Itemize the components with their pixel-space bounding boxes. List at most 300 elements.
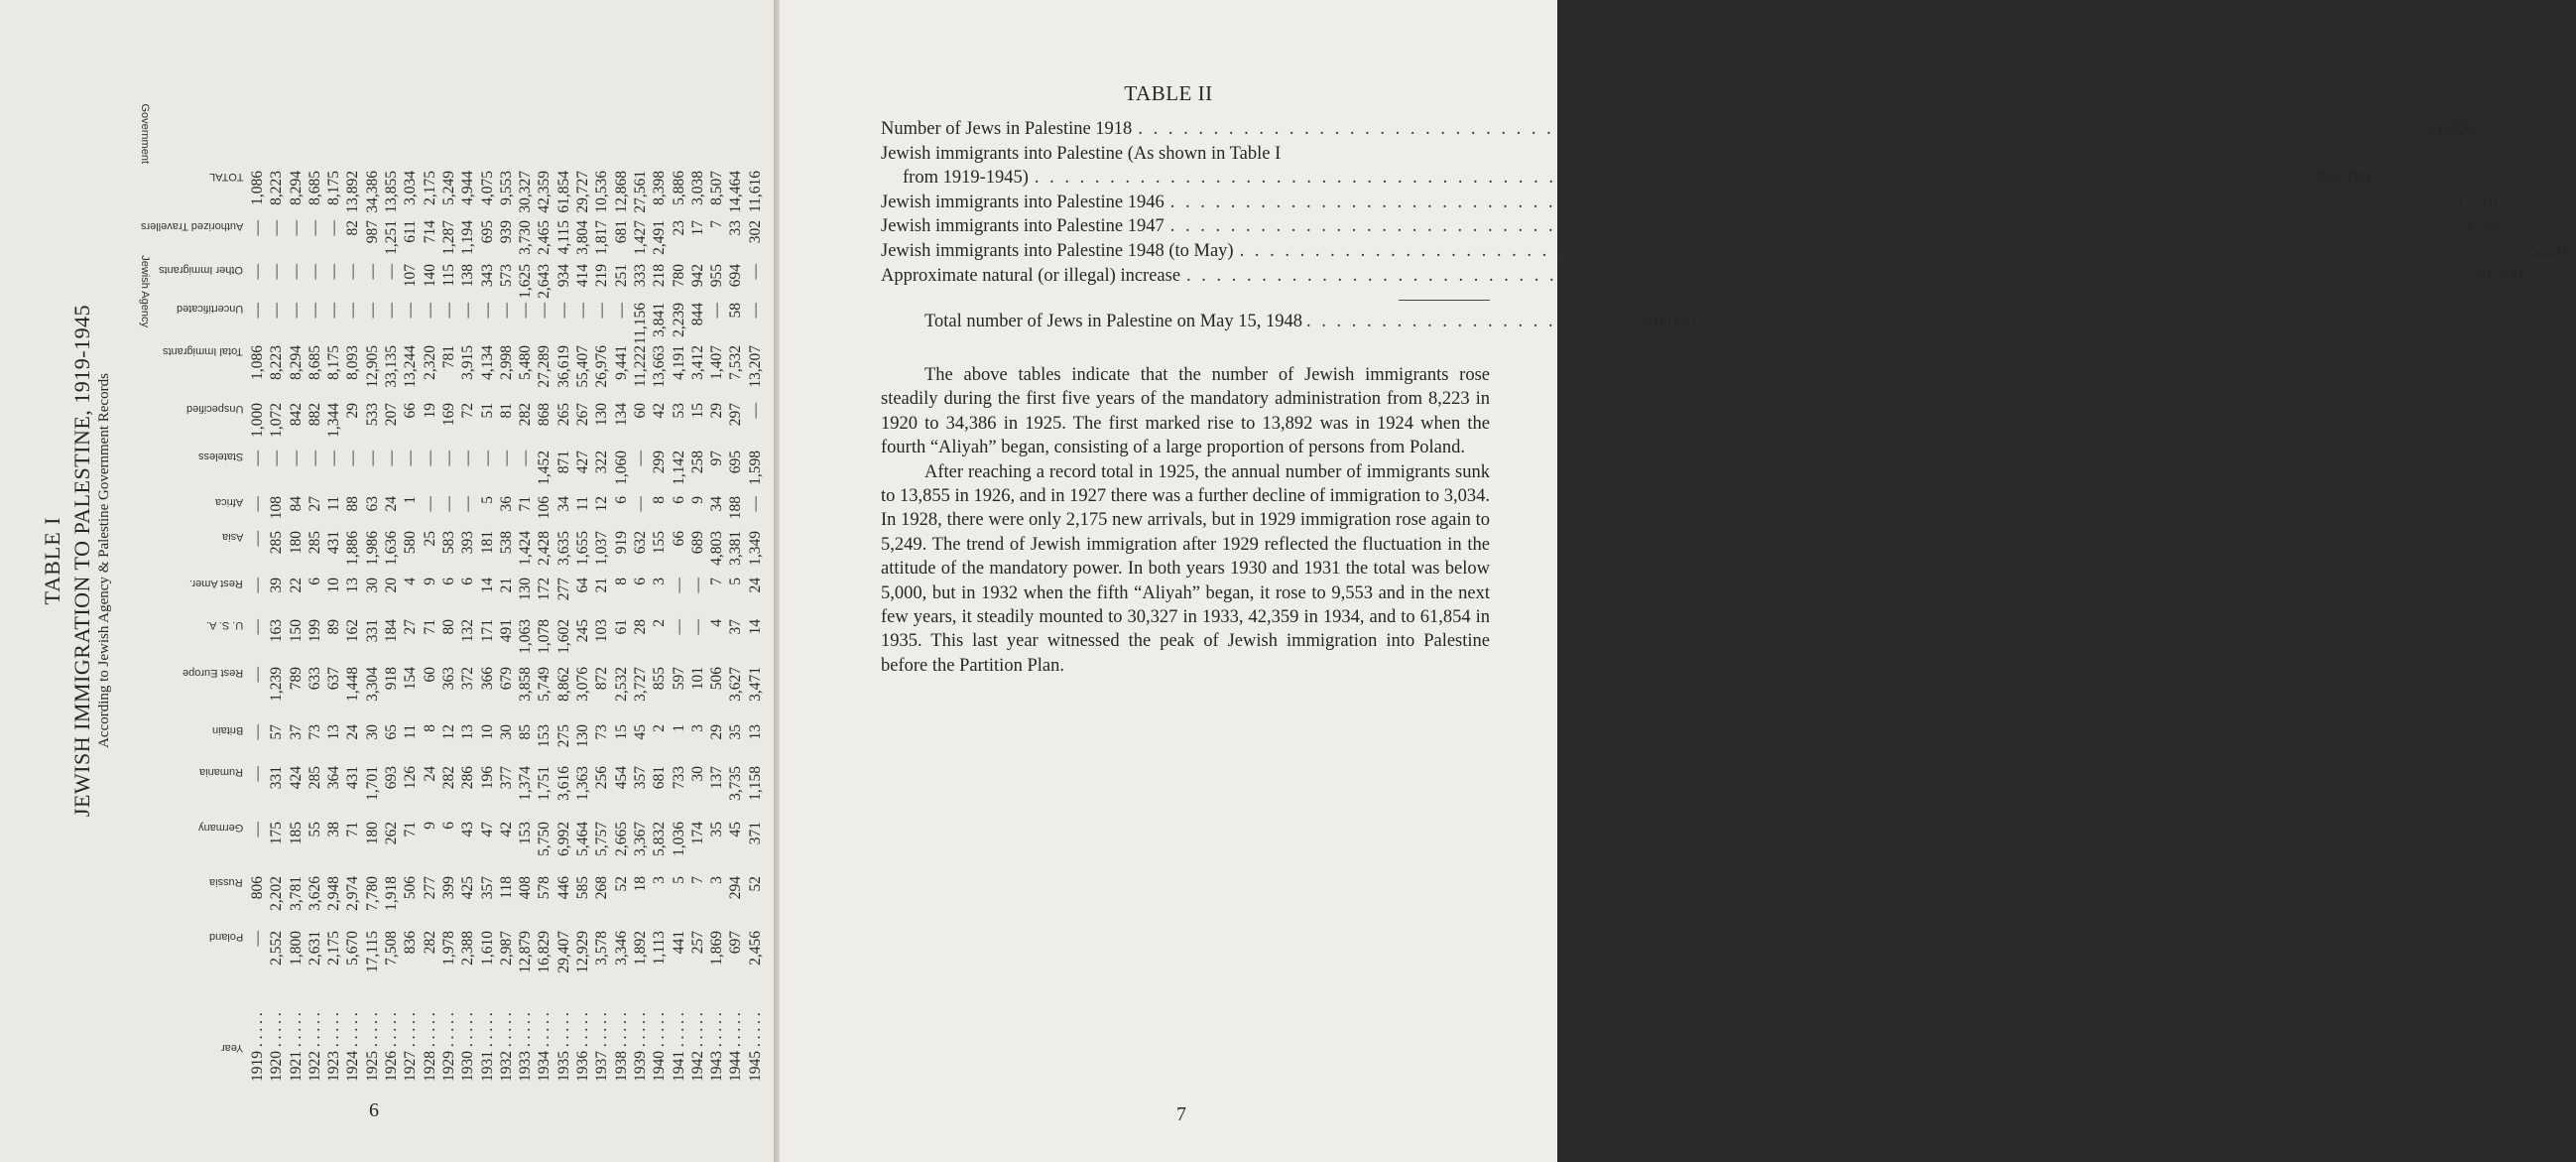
leader-dots — [1170, 191, 2433, 215]
table-cell: 153 — [536, 724, 553, 748]
table-2-row — [881, 191, 2508, 215]
table-cell: 573 — [497, 264, 515, 288]
table-cell: 689 — [688, 531, 706, 555]
table-cell: 37 — [727, 619, 745, 635]
table-cell: 695 — [478, 220, 496, 244]
table-cell: 5,464 — [574, 822, 592, 856]
table-cell: 30 — [363, 724, 381, 740]
table-cell: 27,561 — [631, 171, 649, 213]
table-cell: — — [497, 451, 515, 466]
table-cell: 1,113 — [651, 931, 669, 966]
row-value: 393,490 — [2311, 168, 2372, 189]
table-cell: 3,412 — [688, 345, 706, 380]
table-cell: — — [459, 303, 477, 319]
table-cell: 13 — [325, 724, 343, 740]
table-2-row — [881, 264, 2523, 289]
table-cell: 583 — [439, 531, 457, 555]
table-cell: 51 — [478, 403, 496, 419]
table-cell: 5,832 — [651, 822, 669, 856]
table-cell: 163 — [268, 619, 286, 643]
table-cell: 372 — [459, 667, 477, 691]
table-cell: 65 — [383, 724, 401, 740]
table-cell: — — [421, 496, 438, 512]
table-cell: 454 — [612, 766, 630, 790]
column-header: Germany — [197, 822, 243, 834]
table-cell: 172 — [536, 578, 553, 601]
table-cell: 9 — [421, 822, 438, 830]
year-cell: 1942 . . . . . — [688, 1012, 706, 1082]
table-cell: 8 — [612, 578, 630, 585]
paragraph-1: The above tables indicate that the number of Jewish immigrants rose steadily during the first five years of the mandatory administration from 8,223 in 1920 to 34,386 in 1925. The first marked rise to 13,892 was in 1924 when the fourth “Aliyah” began, consisting of a large proportion of persons from Poland. — [881, 365, 1490, 458]
table-cell: 30 — [688, 766, 706, 782]
table-cell: 130 — [593, 403, 611, 427]
table-cell: 1,374 — [517, 766, 535, 801]
table-cell: 17 — [688, 220, 706, 236]
table-cell: — — [268, 451, 286, 466]
leader-dots — [1138, 117, 2400, 142]
table-cell: 1,344 — [325, 403, 343, 438]
table-row — [554, 40, 573, 1082]
table-cell: 153 — [517, 822, 535, 845]
table-cell: 3,578 — [593, 931, 611, 966]
table-cell: 35 — [708, 822, 726, 838]
table-cell: — — [249, 531, 266, 547]
table-cell: 3,727 — [631, 667, 649, 702]
column-header: Rumania — [198, 766, 243, 778]
column-header: TOTAL — [208, 171, 243, 183]
table-cell: 36 — [497, 496, 515, 512]
table-cell: 34 — [554, 496, 572, 512]
table-cell: 5 — [670, 876, 687, 884]
table-cell: 2,643 — [536, 264, 553, 299]
table-cell: 681 — [612, 220, 630, 244]
table-cell: — — [287, 220, 305, 236]
column-header: U. S. A. — [205, 619, 243, 631]
table-cell: — — [325, 303, 343, 319]
year-cell: 1922 . . . . . — [306, 1012, 323, 1082]
table-cell: 11,616 — [746, 171, 764, 213]
table-cell: — — [746, 264, 764, 280]
table-cell: 364 — [325, 766, 343, 790]
table-cell: — — [688, 619, 706, 635]
table-cell: 171 — [478, 619, 496, 643]
table-cell: 693 — [383, 766, 401, 790]
table-cell: — — [746, 496, 764, 512]
table-cell: 8,175 — [325, 345, 343, 380]
table-cell: 533 — [363, 403, 381, 427]
table-cell: 333 — [631, 264, 649, 288]
table-row — [478, 40, 497, 1082]
table-cell: 55 — [306, 822, 323, 838]
leader-dots — [1306, 312, 1632, 332]
column-header: Rest Europe — [182, 667, 243, 679]
table-cell: 2,998 — [497, 345, 515, 380]
table-cell: 578 — [536, 876, 553, 900]
table-cell: 134 — [612, 403, 630, 427]
table-cell: 3,804 — [574, 220, 592, 255]
table-cell: — — [344, 264, 362, 280]
table-cell: 8 — [421, 724, 438, 732]
table-cell: 2,175 — [421, 171, 438, 205]
table-cell: 5 — [478, 496, 496, 504]
table-cell: 66 — [670, 531, 687, 547]
table-cell: 414 — [574, 264, 592, 288]
table-cell: 30,327 — [517, 171, 535, 213]
table-cell: 377 — [497, 766, 515, 790]
table-cell: — — [670, 619, 687, 635]
leader-dots — [1170, 214, 2433, 239]
table-cell: — — [459, 496, 477, 512]
table-cell: 28 — [631, 619, 649, 635]
table-cell: — — [612, 303, 630, 319]
table-cell: 1,886 — [344, 531, 362, 566]
group-label-government: Government — [139, 103, 151, 164]
table-cell: 4,944 — [459, 171, 477, 205]
table-cell: 126 — [402, 766, 420, 790]
table-cell: 8,685 — [306, 171, 323, 205]
table-cell: 363 — [439, 667, 457, 691]
table-cell: 297 — [727, 403, 745, 427]
table-row — [726, 40, 745, 1082]
table-cell: — — [249, 451, 266, 466]
table-cell: 3 — [651, 876, 669, 884]
table-cell: 2,202 — [268, 876, 286, 911]
table-cell: 180 — [363, 822, 381, 845]
table-1-label: TABLE I — [40, 516, 64, 605]
table-cell: 427 — [574, 451, 592, 474]
table-cell: 1,078 — [536, 619, 553, 654]
table-cell: 7,532 — [727, 345, 745, 380]
table-cell: 2,465 — [536, 220, 553, 255]
table-cell: 3,616 — [554, 766, 572, 801]
year-cell: 1923 . . . . . — [325, 1012, 343, 1082]
left-page — [0, 0, 774, 1162]
column-headers — [129, 40, 243, 1082]
table-cell: 42 — [651, 403, 669, 419]
column-header: Russia — [209, 876, 243, 888]
table-cell: 939 — [497, 220, 515, 244]
table-cell: 8,862 — [554, 667, 572, 702]
table-cell: 285 — [268, 531, 286, 555]
table-row — [535, 40, 553, 1082]
table-cell: 872 — [593, 667, 611, 691]
table-cell: 33 — [727, 220, 745, 236]
table-cell: 154 — [402, 667, 420, 691]
table-cell: 3,626 — [306, 876, 323, 911]
table-cell: 268 — [593, 876, 611, 900]
table-cell: 302 — [746, 220, 764, 244]
table-cell: 37 — [287, 724, 305, 740]
table-cell: 694 — [727, 264, 745, 288]
table-cell: 633 — [306, 667, 323, 691]
table-cell: 60 — [421, 667, 438, 683]
table-cell: 63 — [363, 496, 381, 512]
table-cell: 13 — [344, 578, 362, 593]
year-cell: 1929 . . . . . — [439, 1012, 457, 1082]
table-cell: 681 — [651, 766, 669, 790]
table-cell: 2,175 — [325, 931, 343, 966]
column-header: Asia — [221, 531, 243, 543]
table-cell: 11 — [325, 496, 343, 511]
table-cell: 3,781 — [287, 876, 305, 911]
table-cell: 258 — [688, 451, 706, 474]
table-cell: 919 — [612, 531, 630, 555]
table-cell: 275 — [554, 724, 572, 748]
table-cell: 1,452 — [536, 451, 553, 485]
table-cell: 2,491 — [651, 220, 669, 255]
table-cell: 11,222 — [631, 345, 649, 388]
table-row — [382, 40, 401, 1082]
table-cell: 27 — [402, 619, 420, 635]
table-cell: 611 — [402, 220, 420, 243]
table-cell: — — [344, 303, 362, 319]
table-cell: 73 — [593, 724, 611, 740]
table-cell: 140 — [421, 264, 438, 288]
table-cell: — — [439, 496, 457, 512]
table-cell: 265 — [554, 403, 572, 427]
table-cell: 80 — [439, 619, 457, 635]
table-cell: — — [402, 451, 420, 466]
year-cell: 1944 . . . . . — [727, 1012, 745, 1082]
table-cell: 1,060 — [612, 451, 630, 485]
table-cell: — — [631, 451, 649, 466]
table-cell: 245 — [574, 619, 592, 643]
table-cell: 180 — [287, 531, 305, 555]
table-row — [363, 40, 382, 1082]
table-cell: 10 — [478, 724, 496, 740]
table-cell: — — [459, 451, 477, 466]
table-cell: 175 — [268, 822, 286, 845]
table-cell: 6 — [459, 578, 477, 585]
table-cell: 12,879 — [517, 931, 535, 973]
table-cell: — — [249, 303, 266, 319]
table-cell: 632 — [631, 531, 649, 555]
table-cell: 506 — [708, 667, 726, 691]
table-row — [707, 40, 726, 1082]
table-cell: 1,086 — [249, 345, 266, 380]
table-cell: — — [249, 667, 266, 683]
table-cell: 7,508 — [383, 931, 401, 966]
table-cell: — — [268, 303, 286, 319]
table-cell: 137 — [708, 766, 726, 790]
table-cell: 1,869 — [708, 931, 726, 966]
year-cell: 1938 . . . . . — [612, 1012, 630, 1082]
table-cell: — — [708, 303, 726, 319]
table-cell: 282 — [517, 403, 535, 427]
table-cell: 71 — [402, 822, 420, 838]
year-cell: 1921 . . . . . — [287, 1012, 305, 1082]
table-cell: 11 — [574, 496, 592, 511]
table-cell: 855 — [651, 667, 669, 691]
table-cell: 446 — [554, 876, 572, 900]
table-row — [516, 40, 535, 1082]
table-cell: 2,320 — [421, 345, 438, 380]
row-label: Jewish immigrants into Palestine (As shown in Table I — [881, 143, 1282, 164]
table-cell: 1,000 — [249, 403, 266, 438]
table-cell: 85 — [517, 724, 535, 740]
table-cell: 24 — [746, 578, 764, 593]
table-cell: 780 — [670, 264, 687, 288]
table-cell: 84 — [287, 496, 305, 512]
row-value: 17,761 — [2456, 192, 2508, 212]
table-cell: 637 — [325, 667, 343, 691]
table-cell: 2,428 — [536, 531, 553, 566]
table-cell: 441 — [670, 931, 687, 955]
table-row — [421, 40, 439, 1082]
table-cell: 199 — [306, 619, 323, 643]
table-cell: — — [593, 303, 611, 319]
table-cell: 1,142 — [670, 451, 687, 485]
table-2-row — [881, 166, 2372, 191]
table-cell: 101 — [688, 667, 706, 691]
year-cell: 1936 . . . . . — [574, 1012, 592, 1082]
table-cell: 3,627 — [727, 667, 745, 702]
table-cell: 322 — [593, 451, 611, 474]
table-cell: 27 — [306, 496, 323, 512]
page-number-right: 7 — [1176, 1103, 1186, 1125]
table-cell: 1,701 — [363, 766, 381, 801]
table-cell: 61,854 — [554, 171, 572, 213]
table-cell: 3,635 — [554, 531, 572, 566]
table-cell: 5 — [727, 578, 745, 585]
year-cell: 1945 . . . . . — [746, 1012, 764, 1082]
table-cell: 1,598 — [746, 451, 764, 485]
table-cell: — — [517, 303, 535, 319]
table-cell: 106 — [536, 496, 553, 520]
table-cell: 844 — [688, 303, 706, 326]
row-label: Jewish immigrants into Palestine 1946 — [881, 192, 1165, 212]
table-cell: 132 — [459, 619, 477, 643]
leader-dots — [1186, 264, 2449, 289]
table-cell: 6 — [631, 578, 649, 585]
table-cell: 2 — [651, 724, 669, 732]
table-cell: 267 — [574, 403, 592, 427]
table-cell: 357 — [631, 766, 649, 790]
table-cell: 1,194 — [459, 220, 477, 255]
table-cell: 1,086 — [249, 171, 266, 205]
table-cell: 22 — [287, 578, 305, 593]
table-cell: — — [383, 451, 401, 466]
table-cell: 15 — [688, 403, 706, 419]
table-cell: 1 — [402, 496, 420, 504]
table-row — [573, 40, 592, 1082]
table-cell: 1,751 — [536, 766, 553, 801]
table-cell: 2,456 — [746, 931, 764, 966]
year-cell: 1925 . . . . . — [363, 1012, 381, 1082]
table-cell: 695 — [727, 451, 745, 474]
table-cell: — — [325, 264, 343, 280]
table-cell: — — [249, 619, 266, 635]
table-2-label: TABLE II — [1124, 81, 1213, 105]
table-cell: — — [287, 264, 305, 280]
table-1-subtitle: According to Jewish Agency & Palestine Government Records — [96, 373, 112, 748]
table-cell: 257 — [688, 931, 706, 955]
table-cell: — — [363, 303, 381, 319]
table-cell: — — [249, 578, 266, 593]
row-value: 56,000 — [2423, 119, 2475, 139]
table-cell: 30 — [363, 578, 381, 593]
table-cell: 7,780 — [363, 876, 381, 911]
table-cell: 256 — [593, 766, 611, 790]
column-header: Britain — [211, 724, 243, 736]
table-cell: 1,239 — [268, 667, 286, 702]
table-cell: 8 — [651, 496, 669, 504]
year-cell: 1941 . . . . . — [670, 1012, 687, 1082]
table-cell: — — [249, 822, 266, 838]
table-cell: 6,992 — [554, 822, 572, 856]
table-2-row — [881, 239, 2576, 264]
table-cell: — — [574, 303, 592, 319]
table-cell: 72 — [459, 403, 477, 419]
table-cell: 13,892 — [344, 171, 362, 213]
table-cell: 2,239 — [670, 303, 687, 337]
table-cell: 207 — [383, 403, 401, 427]
table-cell: 868 — [536, 403, 553, 427]
year-cell: 1940 . . . . . — [651, 1012, 669, 1082]
table-cell: 2 — [651, 619, 669, 627]
table-cell: 107 — [402, 264, 420, 288]
table-cell: 3 — [708, 876, 726, 884]
table-cell: 285 — [306, 766, 323, 790]
table-cell: 13,244 — [402, 345, 420, 388]
table-cell: 8,294 — [287, 345, 305, 380]
table-cell: 24 — [344, 724, 362, 740]
table-cell: 108 — [268, 496, 286, 520]
total-label: Total number of Jews in Palestine on May 15, 1948 — [924, 312, 1302, 331]
table-cell: 89 — [325, 619, 343, 635]
table-cell: — — [383, 303, 401, 319]
table-row — [458, 40, 477, 1082]
table-cell: 219 — [593, 264, 611, 288]
table-cell: 1 — [670, 724, 687, 732]
table-row — [746, 40, 765, 1082]
table-cell: 1,448 — [344, 667, 362, 702]
table-cell: 4,134 — [478, 345, 496, 380]
table-cell: 45 — [727, 822, 745, 838]
table-cell: 1,892 — [631, 931, 649, 966]
table-cell: 8,398 — [651, 171, 669, 205]
table-cell: 73 — [306, 724, 323, 740]
table-cell: 955 — [708, 264, 726, 288]
table-cell: 12,905 — [363, 345, 381, 388]
table-cell: 1,363 — [574, 766, 592, 801]
table-cell: 53 — [670, 403, 687, 419]
table-cell: 1,602 — [554, 619, 572, 654]
body-text — [881, 363, 1490, 678]
table-cell: — — [249, 496, 266, 512]
year-cell: 1932 . . . . . — [497, 1012, 515, 1082]
table-cell: 343 — [478, 264, 496, 288]
table-cell: 882 — [306, 403, 323, 427]
table-cell: 7 — [688, 876, 706, 884]
table-cell: 21 — [497, 578, 515, 593]
table-cell: 61 — [612, 619, 630, 635]
table-cell: — — [344, 451, 362, 466]
table-cell: 1,407 — [708, 345, 726, 380]
table-cell: 13 — [459, 724, 477, 740]
table-cell: 4 — [708, 619, 726, 627]
table-cell: 4,115 — [554, 220, 572, 255]
table-cell: — — [268, 220, 286, 236]
table-cell: 1,427 — [631, 220, 649, 255]
table-2-row — [881, 117, 2475, 142]
table-cell: 118 — [497, 876, 515, 899]
table-cell: — — [497, 303, 515, 319]
table-cell: 29 — [344, 403, 362, 419]
table-cell: 162 — [344, 619, 362, 643]
table-cell: 21 — [593, 578, 611, 593]
table-cell: — — [287, 303, 305, 319]
